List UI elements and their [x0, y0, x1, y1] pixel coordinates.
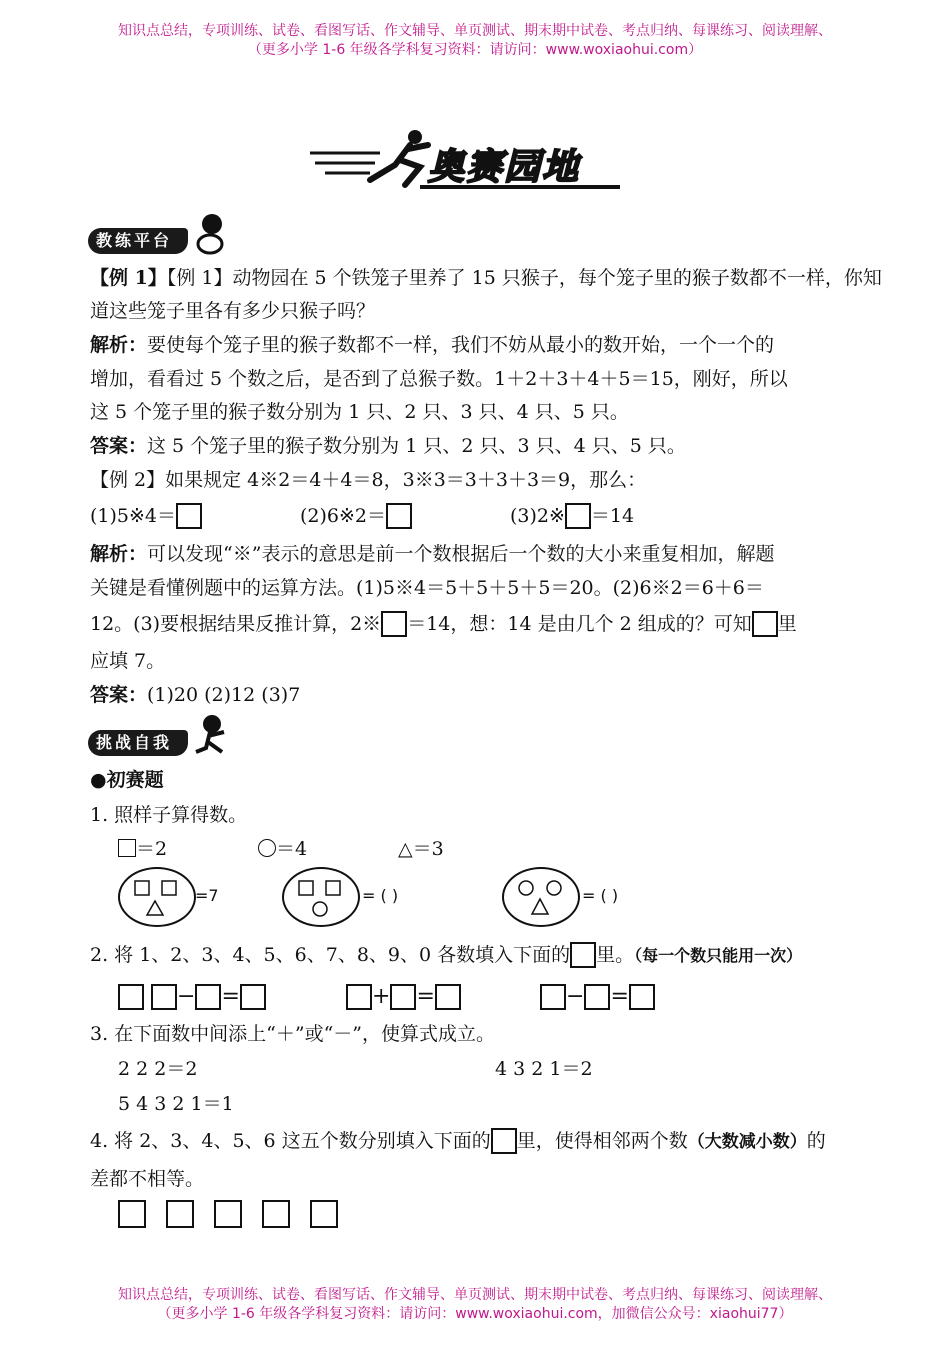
circle-icon: [258, 839, 276, 857]
page-title: 奥赛园地: [428, 147, 581, 188]
ex2-analysis-line1: 解析：可以发现“※”表示的意思是前一个数根据后一个数的大小来重复相加，解题: [90, 543, 775, 565]
p4-answer-boxes: [118, 1200, 338, 1228]
answer-box: [565, 503, 591, 529]
ex1-analysis-line1: 解析：要使每个笼子里的猴子数都不一样，我们不妨从最小的数开始，一个一个的: [90, 334, 775, 356]
p2-equation-3: − =: [540, 984, 655, 1010]
oval-shape-group-1: [118, 867, 196, 927]
legend-square: ＝2: [118, 836, 167, 862]
prelim-heading: ●初赛题: [90, 769, 164, 791]
result-2: = ( ): [362, 886, 399, 905]
ex2-question: 【例 2】如果规定 4※2＝4＋4＝8，3※3＝3＋3＋3＝9，那么：: [90, 469, 647, 491]
p2-equation-1: − =: [118, 984, 266, 1010]
section-badge-challenge: 挑战自我: [88, 730, 188, 756]
answer-box: [491, 1128, 517, 1154]
ex2-answer: 答案：(1)20 (2)12 (3)7: [90, 684, 301, 706]
running-mascot-icon: [192, 712, 232, 758]
triangle-icon: △: [398, 838, 413, 860]
ex2-part1: (1)5※4＝: [90, 503, 202, 529]
oval-shape-group-2: [282, 867, 360, 927]
ex1-answer: 答案：这 5 个笼子里的猴子数分别为 1 只、2 只、3 只、4 只、5 只。: [90, 435, 686, 457]
p2-equation-2: + =: [346, 984, 461, 1010]
p3-expression-2: 4 3 2 1＝2: [495, 1058, 593, 1080]
ex1-question-line1: 【例 1】【例 1】动物园在 5 个铁笼子里养了 15 只猴子，每个笼子里的猴子数都不一样，你知: [90, 267, 882, 289]
header-line-2: （更多小学 1-6 年级各学科复习资料：请访问：www.woxiaohui.com）: [247, 42, 703, 58]
header-line-1: 知识点总结，专项训练、试卷、看图写话、作文辅导、单页测试、期末期中试卷、考点归纳、每课练习、阅读理解、: [118, 23, 832, 39]
oval-shape-group-3: [502, 867, 580, 927]
legend-triangle: △＝3: [398, 838, 444, 860]
legend-circle: ＝4: [258, 836, 307, 862]
answer-box: [386, 503, 412, 529]
answer-box: [176, 503, 202, 529]
square-icon: [118, 839, 136, 857]
p4-question-line1: 4. 将 2、3、4、5、6 这五个数分别填入下面的 里，使得相邻两个数（大数减小数）的: [90, 1130, 826, 1152]
ex1-question-line2: 道这些笼子里各有多少只猴子吗？: [90, 300, 376, 322]
footer-line-2: （更多小学 1-6 年级各学科复习资料：请访问：www.woxiaohui.com，加微信公众号：xiaohui77）: [157, 1306, 793, 1322]
ex2-analysis-line4: 应填 7。: [90, 650, 166, 672]
p3-expression-3: 5 4 3 2 1＝1: [118, 1093, 234, 1115]
answer-box: [752, 611, 778, 637]
p3-question: 3. 在下面数中间添上“＋”或“－”，使算式成立。: [90, 1023, 496, 1045]
answer-box: [381, 611, 407, 637]
ex1-analysis-line3: 这 5 个笼子里的猴子数分别为 1 只、2 只、3 只、4 只、5 只。: [90, 401, 629, 423]
ex2-part2: (2)6※2＝: [300, 503, 412, 529]
answer-box: [570, 942, 596, 968]
result-1: =7: [195, 886, 219, 905]
p4-question-line2: 差都不相等。: [90, 1168, 205, 1190]
ex1-analysis-line2: 增加，看看过 5 个数之后，是否到了总猴子数。1＋2＋3＋4＋5＝15，刚好，所以: [90, 368, 788, 390]
ex2-analysis-line2: 关键是看懂例题中的运算方法。(1)5※4＝5＋5＋5＋5＝20。(2)6※2＝6＋6＝: [90, 577, 764, 599]
p3-expression-1: 2 2 2＝2: [118, 1058, 198, 1080]
section-badge-coach: 教练平台: [88, 228, 188, 254]
p1-question: 1. 照样子算得数。: [90, 804, 248, 826]
result-3: = ( ): [582, 886, 619, 905]
student-mascot-icon: [192, 210, 232, 256]
p2-question: 2. 将 1、2、3、4、5、6、7、8、9、0 各数填入下面的 里。（每一个数只能用一次）: [90, 944, 803, 966]
title-banner: [310, 125, 630, 195]
footer-line-1: 知识点总结，专项训练、试卷、看图写话、作文辅导、单页测试、期末期中试卷、考点归纳、每课练习、阅读理解、: [118, 1287, 832, 1303]
ex2-analysis-line3: 12。(3)要根据结果反推计算，2※ ＝14，想：14 是由几个 2 组成的？可知 里: [90, 613, 797, 635]
ex2-part3: (3)2※ ＝14: [510, 505, 635, 527]
